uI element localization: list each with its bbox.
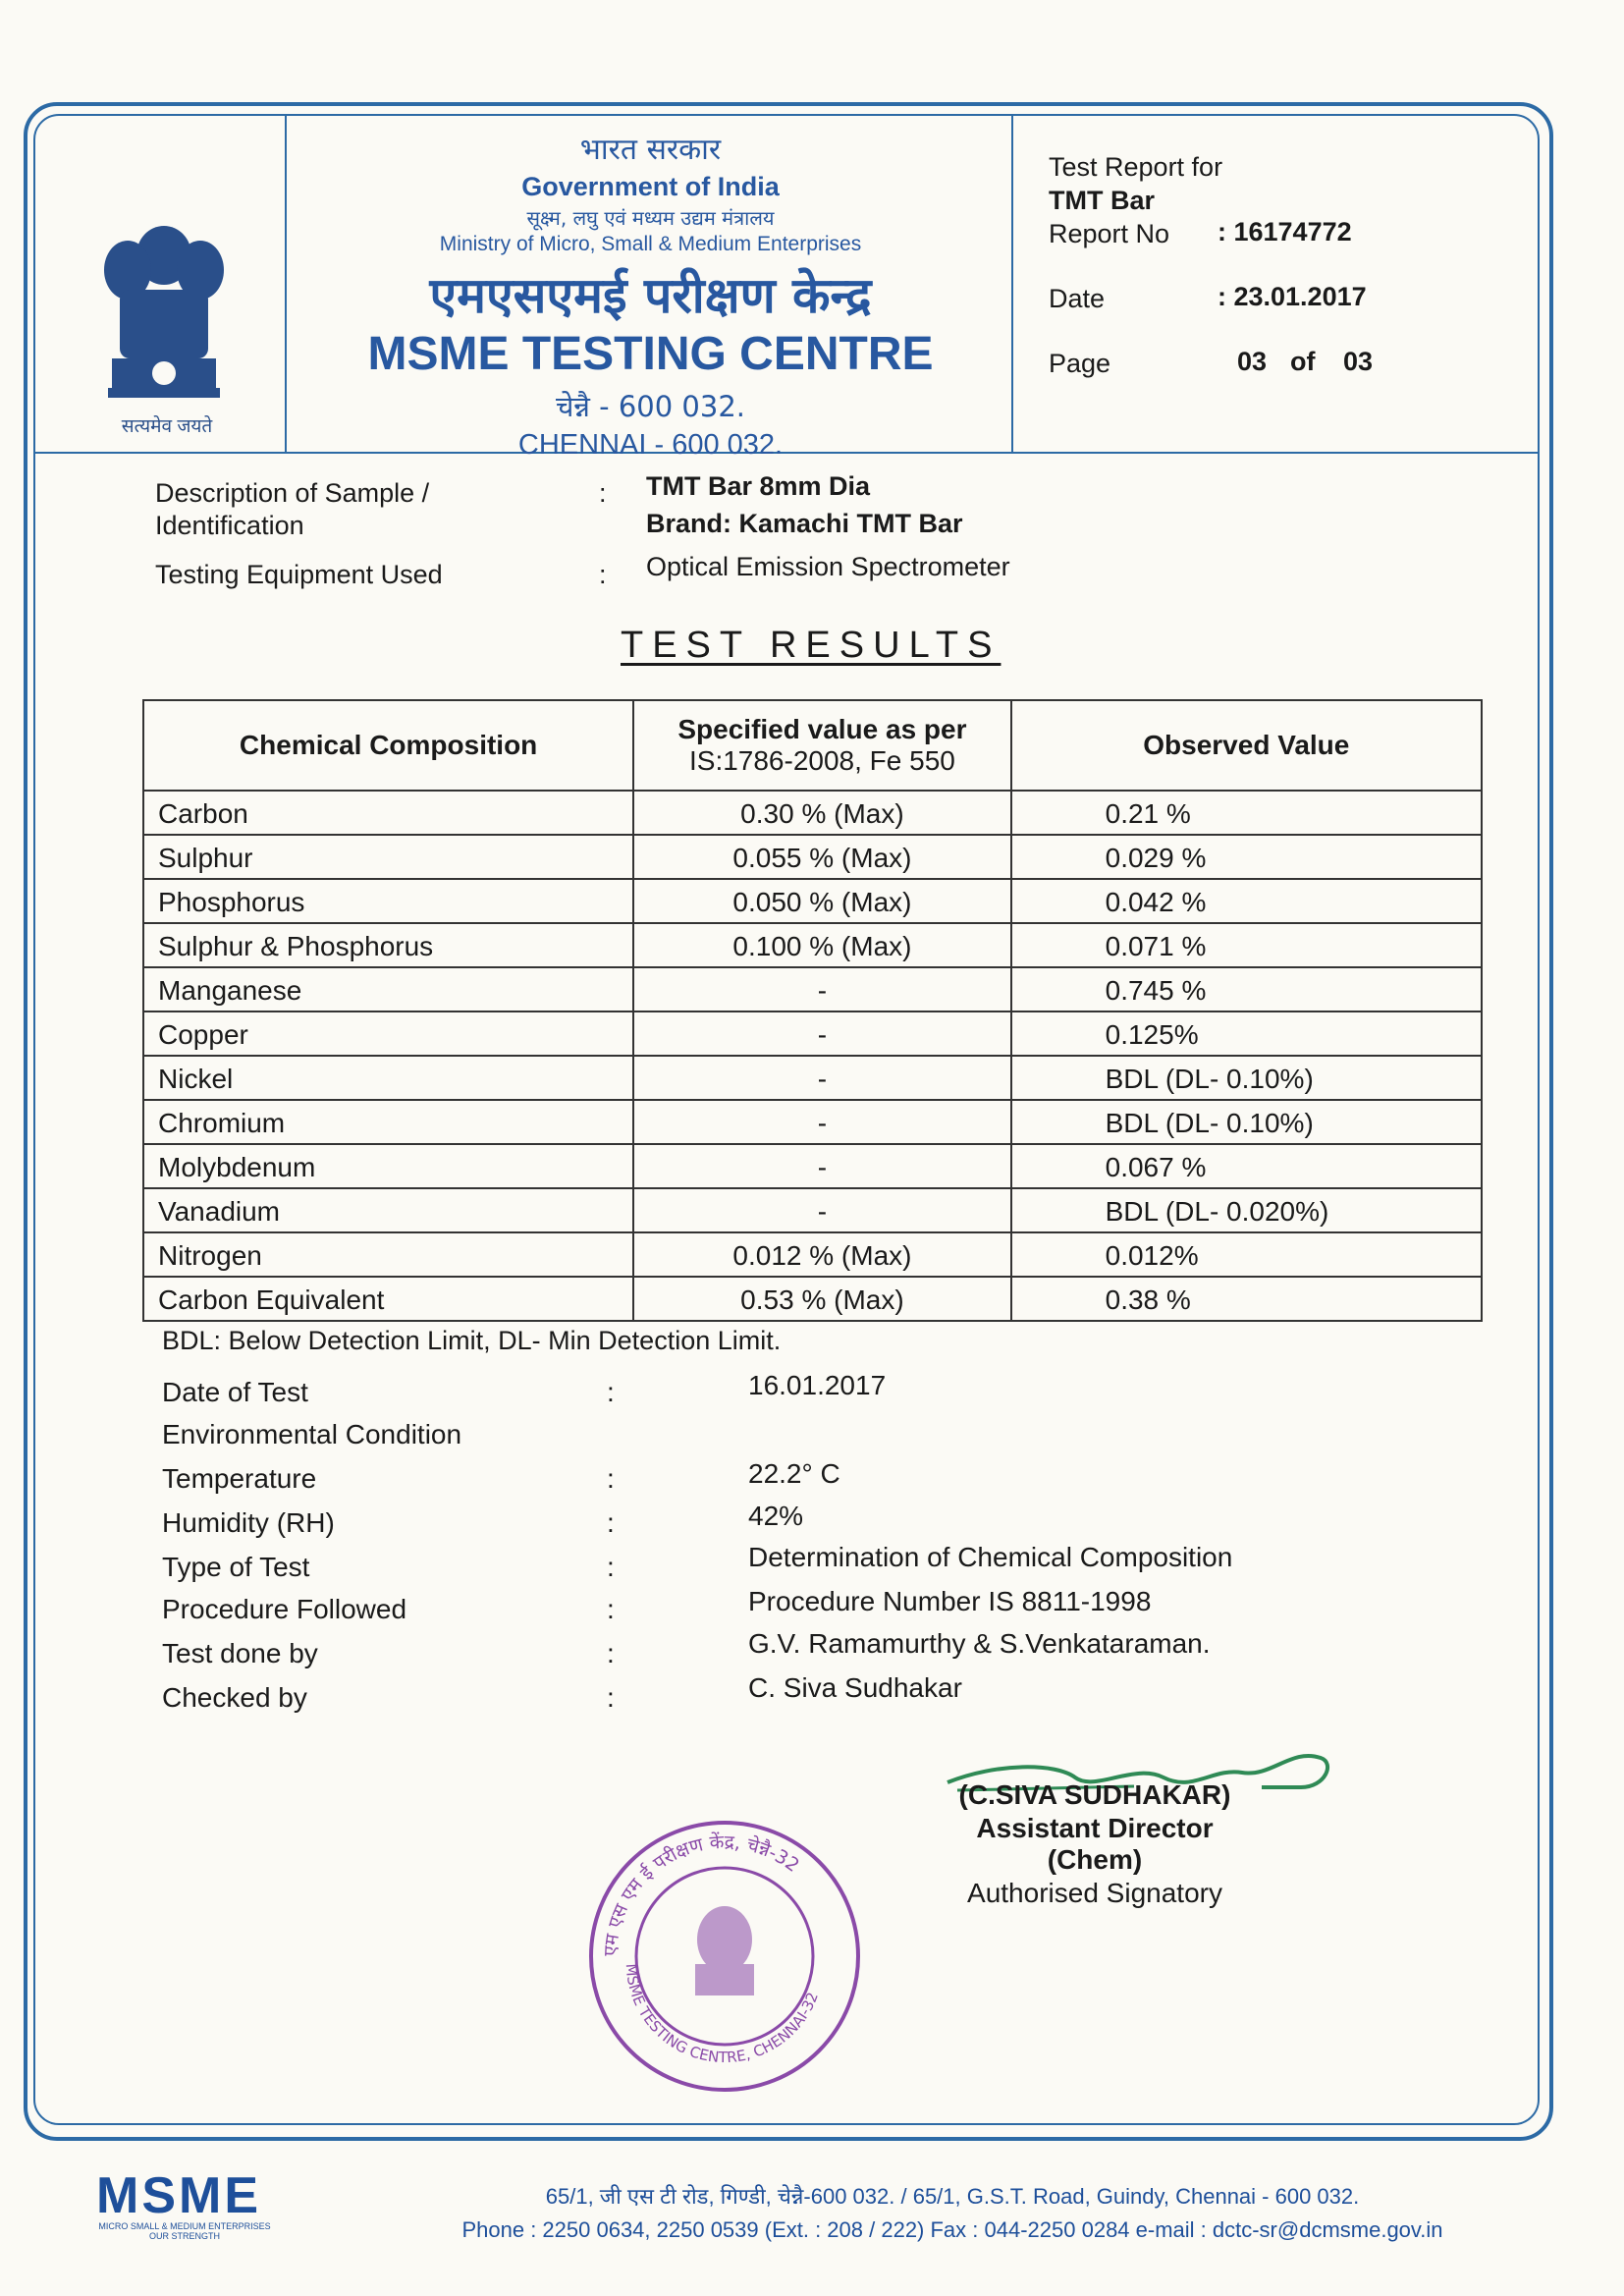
table-row	[143, 1277, 1482, 1321]
report-title-line1: Test Report for	[1049, 152, 1223, 182]
desc-value-2: Brand: Kamachi TMT Bar	[646, 509, 963, 538]
cell-specified: -	[633, 1100, 1010, 1144]
date-label: Date	[1049, 284, 1106, 313]
cell-composition: Copper	[143, 1011, 633, 1056]
info-colon: :	[607, 1377, 615, 1407]
procedure-label: Procedure Followed	[162, 1594, 407, 1624]
cell-composition: Nickel	[143, 1056, 633, 1100]
cell-composition: Chromium	[143, 1100, 633, 1144]
cell-observed: 0.012%	[1011, 1232, 1482, 1277]
signatory-name: (C.SIVA SUDHAKAR)	[958, 1779, 1231, 1810]
env-label: Environmental Condition	[162, 1419, 462, 1449]
table-row	[143, 1056, 1482, 1100]
temp-value: 22.2° C	[748, 1458, 840, 1489]
info-colon: :	[607, 1463, 615, 1494]
page-number: 03	[1237, 347, 1268, 376]
msme-logo	[96, 2167, 273, 2241]
contact-line: Phone : 2250 0634, 2250 0539 (Ext. : 208 / 222) Fax : 044-2250 0284 e-mail : dctc-sr@dcmsme.gov.in	[461, 2217, 1443, 2242]
ministry-title: Ministry of Micro, Small & Medium Enterprises	[439, 233, 862, 255]
table-row	[143, 923, 1482, 967]
cell-observed: 0.067 %	[1011, 1144, 1482, 1188]
hindi-centre: एमएसएमई परीक्षण केन्द्र	[429, 266, 872, 324]
cell-composition: Vanadium	[143, 1188, 633, 1232]
table-row	[143, 967, 1482, 1011]
cell-composition: Carbon	[143, 791, 633, 835]
cell-specified: -	[633, 1144, 1010, 1188]
cell-specified: 0.050 % (Max)	[633, 879, 1010, 923]
cell-composition: Carbon Equivalent	[143, 1277, 633, 1321]
government-header	[295, 128, 1006, 462]
col-header-composition: Chemical Composition	[143, 700, 633, 791]
hindi-city: चेन्नै - 600 032.	[556, 390, 745, 423]
msme-logo-sub-2: OUR STRENGTH	[149, 2231, 220, 2241]
table-header-row	[143, 700, 1482, 791]
signatory-block	[938, 1779, 1252, 1909]
cell-observed: BDL (DL- 0.020%)	[1011, 1188, 1482, 1232]
done-by-value: G.V. Ramamurthy & S.Venkataraman.	[748, 1628, 1211, 1659]
table-row	[143, 1100, 1482, 1144]
cell-observed: 0.745 %	[1011, 967, 1482, 1011]
cell-composition: Sulphur	[143, 835, 633, 879]
humidity-value: 42%	[748, 1501, 804, 1531]
done-by-label: Test done by	[162, 1638, 318, 1668]
date-of-test-value: 16.01.2017	[748, 1370, 887, 1400]
results-table	[142, 699, 1483, 1322]
col-header-specified: Specified value as per IS:1786-2008, Fe 550	[633, 700, 1010, 791]
report-no-label: Report No	[1049, 219, 1170, 248]
ashoka-emblem-icon	[90, 196, 238, 432]
cell-composition: Molybdenum	[143, 1144, 633, 1188]
centre-title: MSME TESTING CENTRE	[367, 328, 934, 380]
cell-observed: BDL (DL- 0.10%)	[1011, 1056, 1482, 1100]
cell-observed: BDL (DL- 0.10%)	[1011, 1100, 1482, 1144]
header-divider-left	[285, 116, 287, 452]
cell-composition: Phosphorus	[143, 879, 633, 923]
cell-observed: 0.042 %	[1011, 879, 1482, 923]
table-row	[143, 1232, 1482, 1277]
cell-specified: 0.30 % (Max)	[633, 791, 1010, 835]
signatory-designation: Assistant Director (Chem)	[976, 1813, 1214, 1875]
desc-colon: :	[599, 478, 607, 508]
cell-specified: 0.100 % (Max)	[633, 923, 1010, 967]
cell-specified: -	[633, 1188, 1010, 1232]
equip-value: Optical Emission Spectrometer	[646, 552, 1010, 581]
type-value: Determination of Chemical Composition	[748, 1542, 1233, 1572]
type-label: Type of Test	[162, 1552, 310, 1582]
seal-text-bottom: MSME TESTING CENTRE, CHENNAI-32	[622, 1962, 822, 2067]
table-row	[143, 835, 1482, 879]
desc-value-1: TMT Bar 8mm Dia	[646, 471, 871, 501]
table-row	[143, 1144, 1482, 1188]
hindi-ministry: सूक्ष्म, लघु एवं मध्यम उद्यम मंत्रालय	[526, 206, 775, 230]
emblem-motto: सत्यमेव जयते	[121, 416, 213, 437]
cell-specified: 0.055 % (Max)	[633, 835, 1010, 879]
cell-specified: -	[633, 1011, 1010, 1056]
cell-specified: -	[633, 1056, 1010, 1100]
cell-observed: 0.21 %	[1011, 791, 1482, 835]
table-row	[143, 791, 1482, 835]
msme-logo-sub: MICRO SMALL & MEDIUM ENTERPRISES	[98, 2221, 271, 2231]
cell-composition: Nitrogen	[143, 1232, 633, 1277]
results-title: TEST RESULTS	[621, 625, 1001, 666]
checked-label: Checked by	[162, 1682, 307, 1713]
info-colon: :	[607, 1638, 615, 1668]
humidity-label: Humidity (RH)	[162, 1507, 335, 1538]
temp-label: Temperature	[162, 1463, 317, 1494]
cell-observed: 0.029 %	[1011, 835, 1482, 879]
official-seal-icon	[585, 1817, 864, 2096]
hindi-gov: भारत सरकार	[579, 133, 722, 167]
info-colon: :	[607, 1594, 615, 1624]
info-colon: :	[607, 1552, 615, 1582]
cell-observed: 0.38 %	[1011, 1277, 1482, 1321]
table-row	[143, 879, 1482, 923]
table-row	[143, 1011, 1482, 1056]
cell-observed: 0.125%	[1011, 1011, 1482, 1056]
cell-specified: 0.012 % (Max)	[633, 1232, 1010, 1277]
seal-text-top: एम एस एम ई परीक्षण केंद्र, चेन्नै-32	[599, 1831, 804, 1957]
procedure-value: Procedure Number IS 8811-1998	[748, 1586, 1152, 1616]
page-label: Page	[1049, 349, 1111, 378]
footer-address	[373, 2180, 1532, 2247]
signatory-role: Authorised Signatory	[967, 1878, 1222, 1908]
report-title-line2: TMT Bar	[1049, 186, 1155, 215]
bdl-note: BDL: Below Detection Limit, DL- Min Detection Limit.	[162, 1326, 782, 1355]
report-no-value: : 16174772	[1218, 217, 1352, 246]
gov-title: Government of India	[521, 172, 780, 201]
address-line: 65/1, जी एस टी रोड, गिण्डी, चेन्नै-600 032. / 65/1, G.S.T. Road, Guindy, Chennai - 600 032.	[545, 2184, 1360, 2209]
msme-logo-text: MSME	[96, 2167, 261, 2224]
cell-composition: Sulphur & Phosphorus	[143, 923, 633, 967]
table-row	[143, 1188, 1482, 1232]
info-colon: :	[607, 1682, 615, 1713]
page-total: 03	[1343, 347, 1374, 376]
info-colon: :	[607, 1507, 615, 1538]
cell-specified: 0.53 % (Max)	[633, 1277, 1010, 1321]
desc-label-1: Description of Sample /	[155, 478, 430, 508]
city: CHENNAI - 600 032.	[517, 429, 784, 461]
cell-composition: Manganese	[143, 967, 633, 1011]
checked-value: C. Siva Sudhakar	[748, 1672, 962, 1703]
date-value: : 23.01.2017	[1218, 282, 1367, 311]
page-of: of	[1290, 347, 1316, 376]
cell-specified: -	[633, 967, 1010, 1011]
equip-label: Testing Equipment Used	[155, 560, 443, 589]
cell-observed: 0.071 %	[1011, 923, 1482, 967]
date-of-test-label: Date of Test	[162, 1377, 308, 1407]
header-divider-right	[1011, 116, 1013, 452]
equip-colon: :	[599, 560, 607, 589]
desc-label-2: Identification	[155, 511, 304, 540]
col-header-observed: Observed Value	[1011, 700, 1482, 791]
